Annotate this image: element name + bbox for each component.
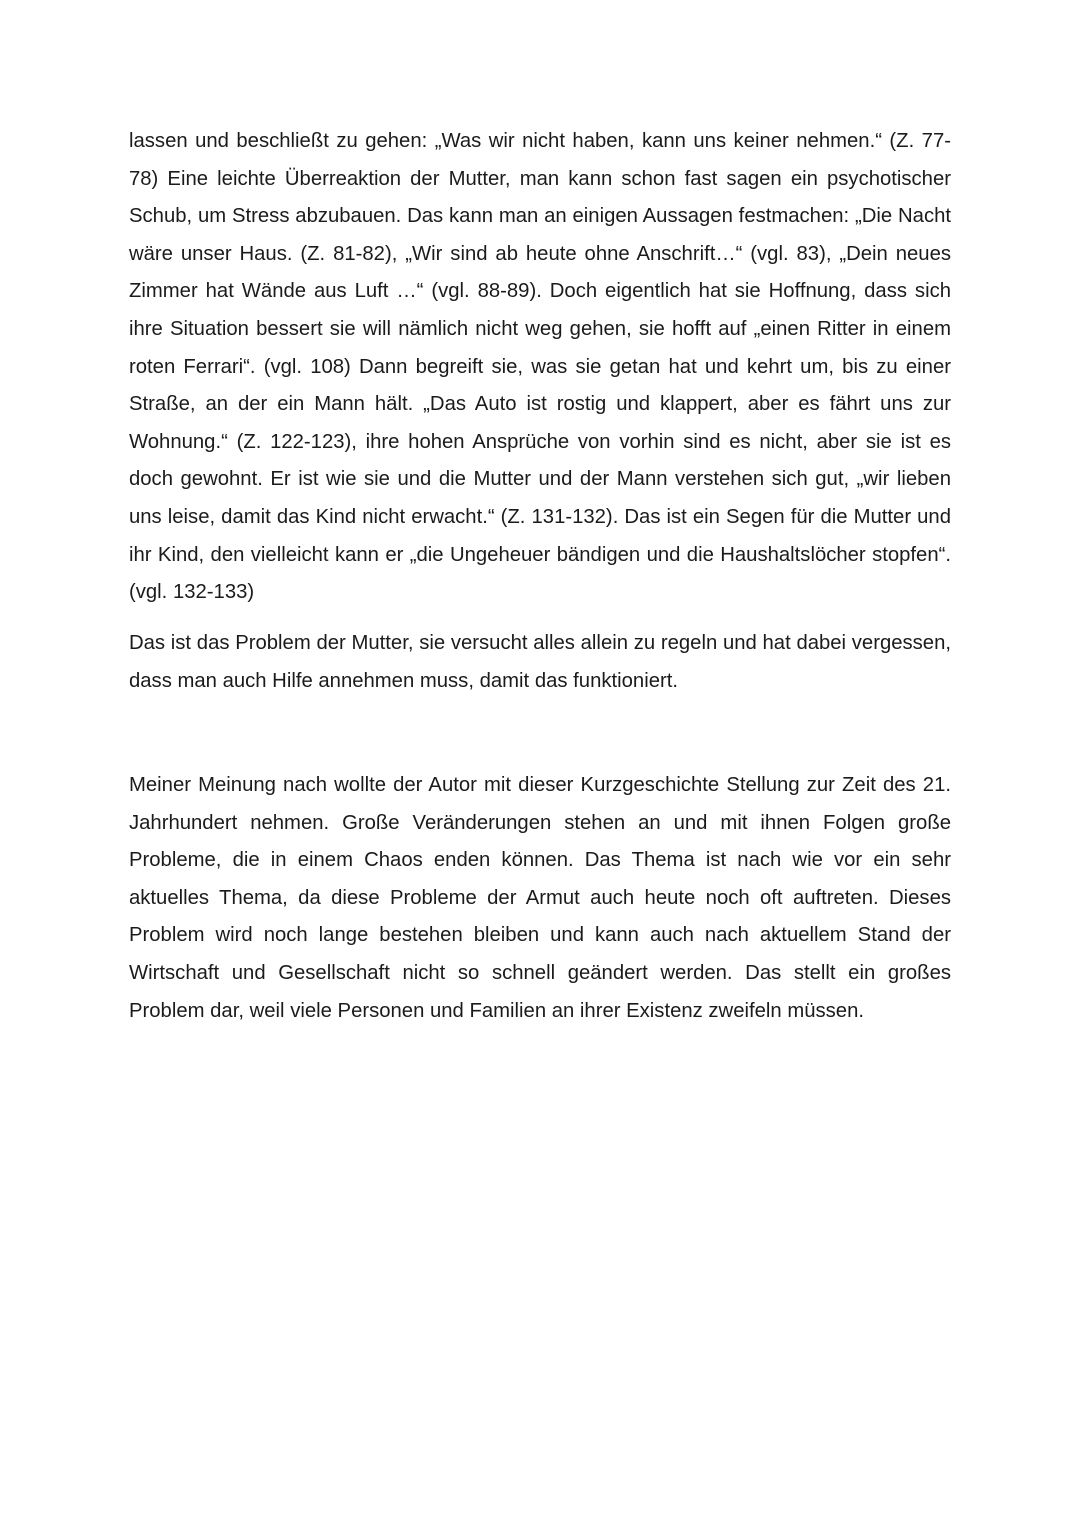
paragraph-problem: Das ist das Problem der Mutter, sie versucht alles allein zu regeln und hat dabei vergessen, dass man auch Hilfe annehmen muss, damit das funktioniert. [129, 632, 951, 692]
paragraph-analysis: lassen und beschließt zu gehen: „Was wir nicht haben, kann uns keiner nehmen.“ (Z. 77-78) Eine leichte Überreaktion der Mutter, man kann schon fast sagen ein psychotischer Schub, um Stress abzubauen. Das kann man an einigen Aussagen festmachen: „Die Nacht wäre unser Haus. (Z. 81-82), „Wir sind ab heute ohne Anschrift…“ (vgl. 83), „Dein neues Zimmer hat Wände aus Luft …“ (vgl. 88-89). Doch eigentlich hat sie Hoffnung, dass sich ihre Situation bessert sie will nämlich nicht weg gehen, sie hofft auf „einen Ritter in einem roten Ferrari“. (vgl. 108) Dann begreift sie, was sie getan hat und kehrt um, bis zu einer Straße, an der ein Mann hält. „Das Auto ist rostig und klappert, aber es fährt uns zur Wohnung.“ (Z. 122-123), ihre hohen Ansprüche von vorhin sind es nicht, aber sie ist es doch gewohnt. Er ist wie sie und die Mutter und der Mann verstehen sich gut, „wir lieben uns leise, damit das Kind nicht erwacht.“ (Z. 131-132). Das ist ein Segen für die Mutter und ihr Kind, den vielleicht kann er „die Ungeheuer bändigen und die Haushaltslöcher stopfen“. (vgl. 132-133) [129, 130, 951, 604]
paragraph-opinion: Meiner Meinung nach wollte der Autor mit dieser Kurzgeschichte Stellung zur Zeit des 21. Jahrhundert nehmen. Große Veränderungen stehen an und mit ihnen Folgen große Probleme, die in einem Chaos enden können. Das Thema ist nach wie vor ein sehr aktuelles Thema, da diese Probleme der Armut auch heute noch oft auftreten. Dieses Problem wird noch lange bestehen bleiben und kann auch nach aktuellem Stand der Wirtschaft und Gesellschaft nicht so schnell geändert werden. Das stellt ein großes Problem dar, weil viele Personen und Familien an ihrer Existenz zweifeln müssen. [129, 774, 951, 1022]
